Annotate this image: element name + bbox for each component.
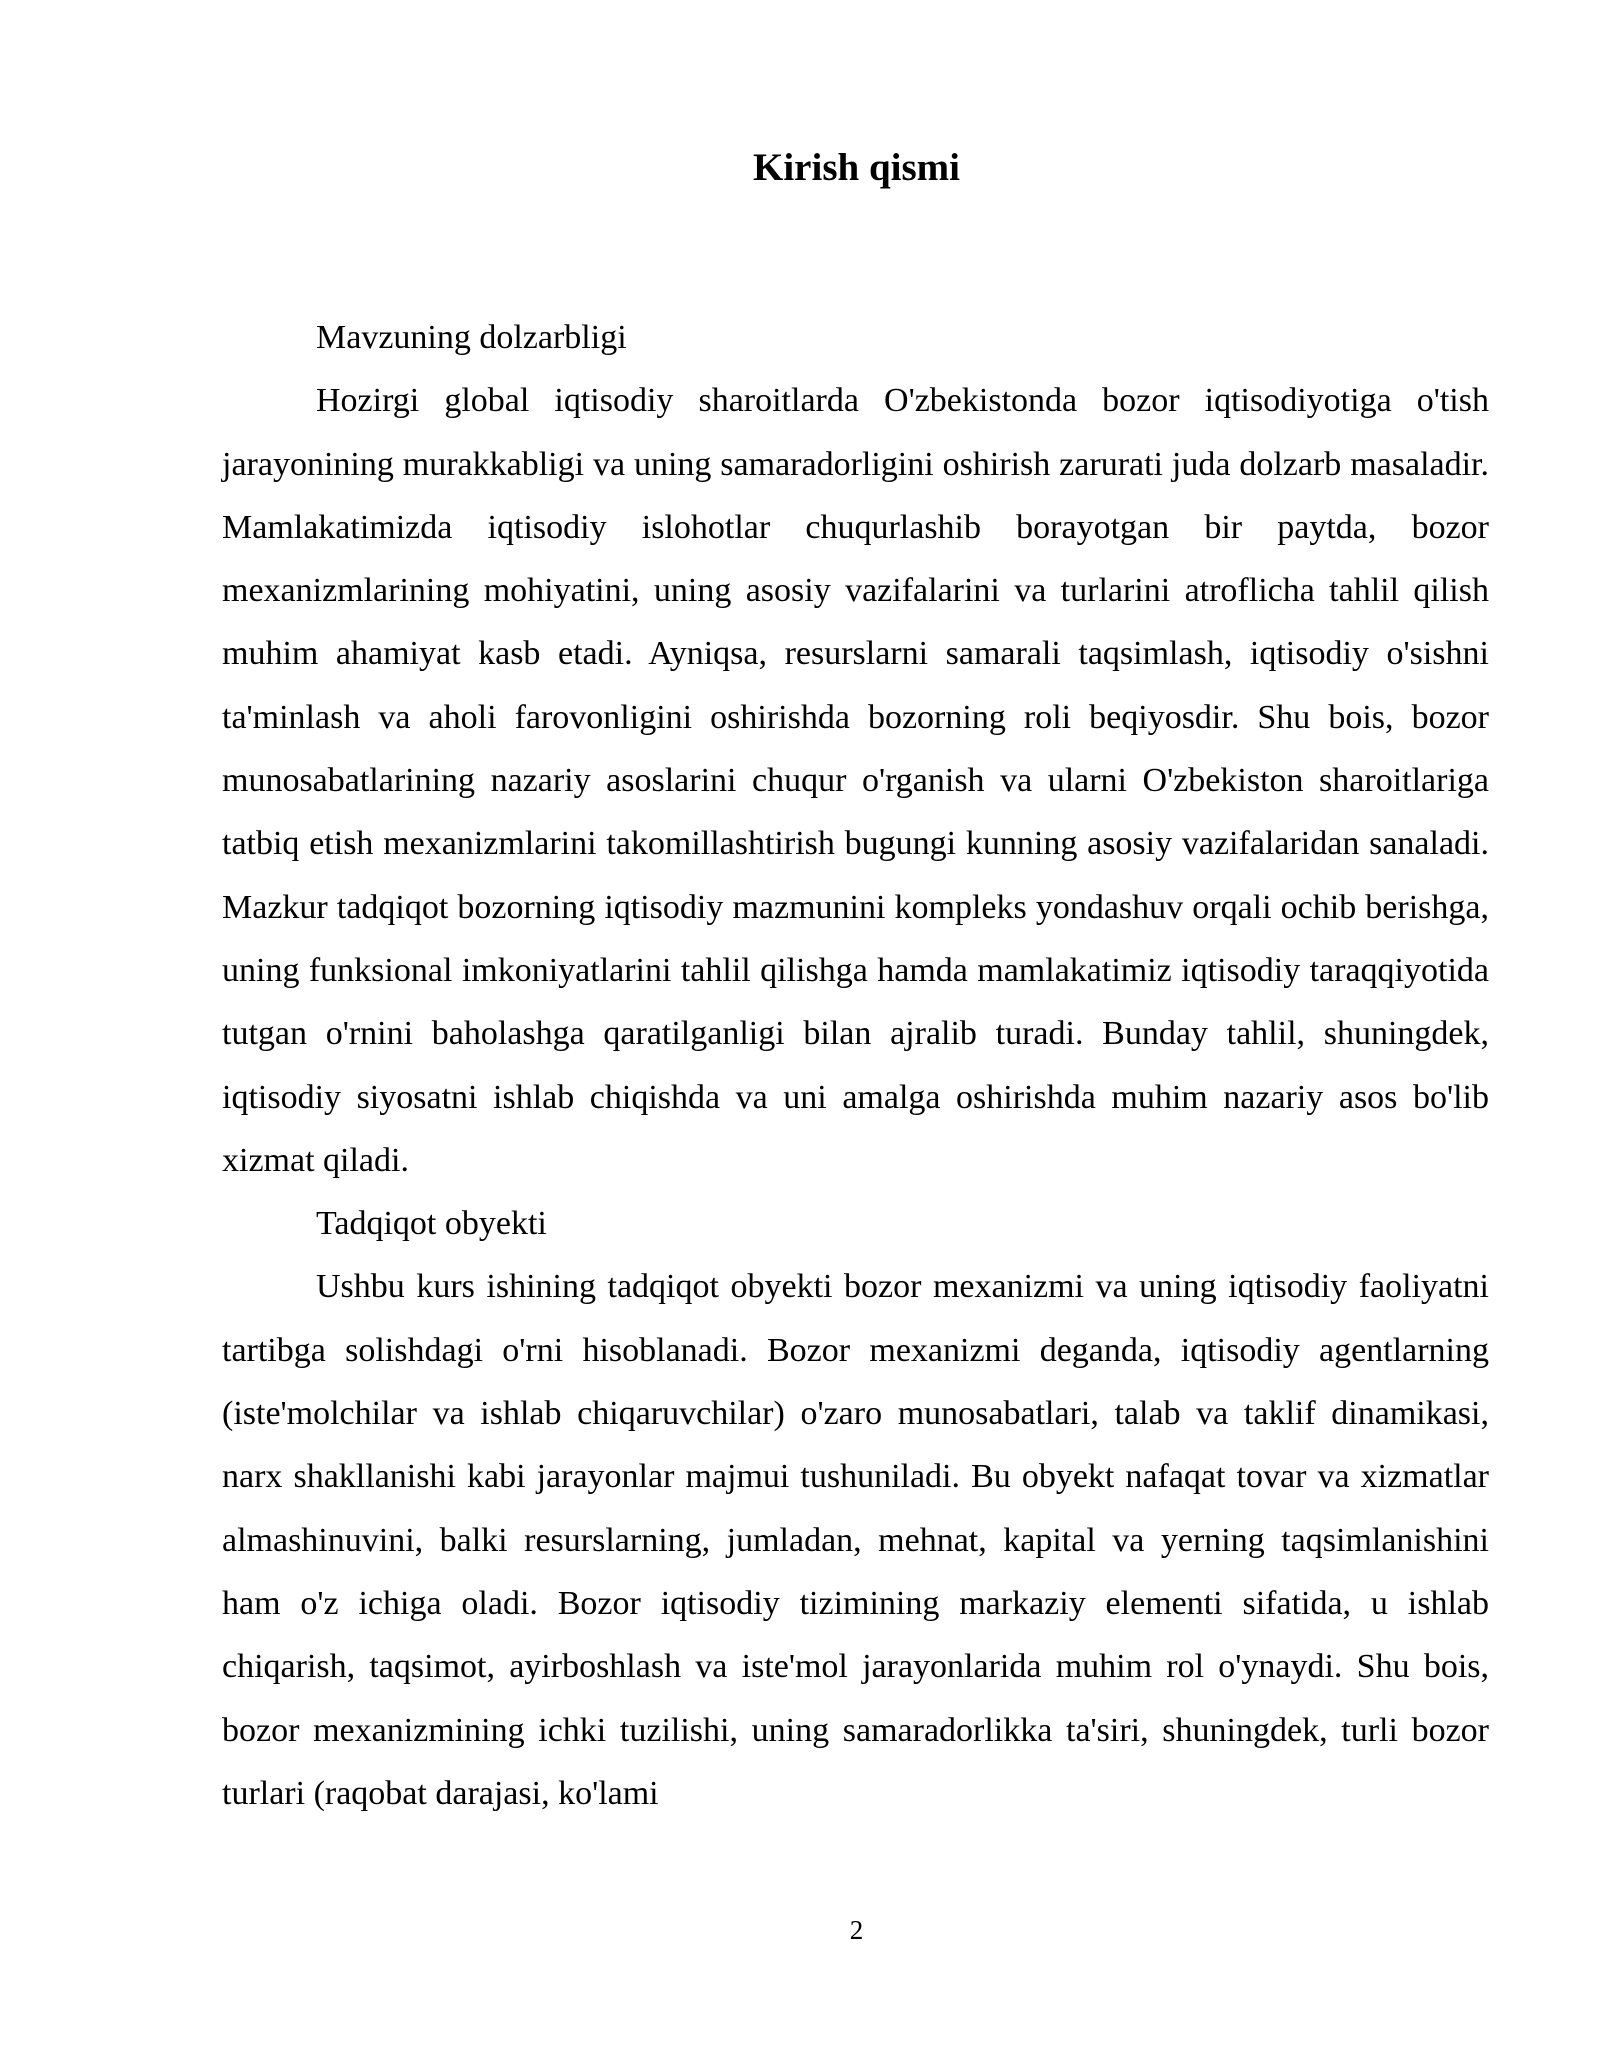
document-body [222, 306, 1489, 1825]
page-title: Kirish qismi [753, 146, 960, 189]
section-paragraph-relevance: Hozirgi global iqtisodiy sharoitlarda O'zbekistonda bozor iqtisodiyotiga o'tish jarayonining murakkabligi va uning samaradorligini oshirish zarurati juda dolzarb masaladir. Mamlakatimizda iqtisodiy islohotlar chuqurlashib borayotgan bir paytda, bozor mexanizmlarining mohiyatini, uning asosiy vazifalarini va turlarini atroflicha tahlil qilish muhim ahamiyat kasb etadi. Ayniqsa, resurslarni samarali taqsimlash, iqtisodiy o'sishni ta'minlash va aholi farovonligini oshirishda bozorning roli beqiyosdir. Shu bois, bozor munosabatlarining nazariy asoslarini chuqur o'rganish va ularni O'zbekiston sharoitlariga tatbiq etish mexanizmlarini takomillashtirish bugungi kunning asosiy vazifalaridan sanaladi. Mazkur tadqiqot bozorning iqtisodiy mazmunini kompleks yondashuv orqali ochib berishga, uning funksional imkoniyatlarini tahlil qilishga hamda mamlakatimiz iqtisodiy taraqqiyotida tutgan o'rnini baholashga qaratilganligi bilan ajralib turadi. Bunday tahlil, shuningdek, iqtisodiy siyosatni ishlab chiqishda va uni amalga oshirishda muhim nazariy asos bo'lib xizmat qiladi. [222, 382, 1489, 1179]
section-heading-relevance: Mavzuning dolzarbligi [316, 319, 627, 356]
section-paragraph-research-object: Ushbu kurs ishining tadqiqot obyekti bozor mexanizmi va uning iqtisodiy faoliyatni tartibga solishdagi o'rni hisoblanadi. Bozor mexanizmi deganda, iqtisodiy agentlarning (iste'molchilar va ishlab chiqaruvchilar) o'zaro munosabatlari, talab va taklif dinamikasi, narx shakllanishi kabi jarayonlar majmui tushuniladi. Bu obyekt nafaqat tovar va xizmatlar almashinuvini, balki resurslarning, jumladan, mehnat, kapital va yerning taqsimlanishini ham o'z ichiga oladi. Bozor iqtisodiy tizimining markaziy elementi sifatida, u ishlab chiqarish, taqsimot, ayirboshlash va iste'mol jarayonlarida muhim rol o'ynaydi. Shu bois, bozor mexanizmining ichki tuzilishi, uning samaradorlikka ta'siri, shuningdek, turli bozor turlari (raqobat darajasi, ko'lami [222, 1268, 1489, 1812]
page-number: 2 [849, 1915, 864, 1945]
section-heading-research-object: Tadqiqot obyekti [316, 1205, 547, 1243]
